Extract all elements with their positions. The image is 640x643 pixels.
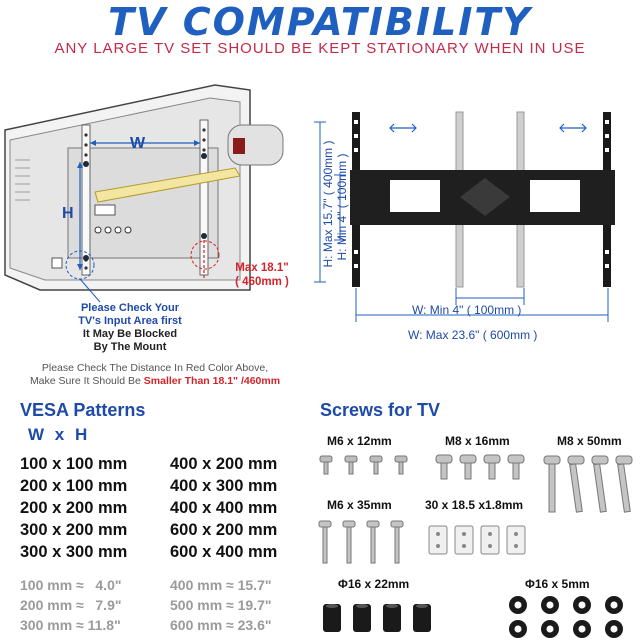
conversion-cell: 500 mm ≈ 19.7": [170, 597, 272, 613]
page-title: TV COMPATIBILITY: [108, 0, 532, 44]
screw-label-m8x50: M8 x 50mm: [557, 434, 622, 448]
vesa-cell: 300 x 300 mm: [20, 543, 128, 561]
max-distance-label: Max 18.1": [235, 262, 289, 274]
input-note-line1: Please Check Your: [80, 302, 180, 314]
w-label: W: [130, 135, 146, 152]
vesa-heading: VESA Patterns: [20, 400, 146, 420]
conversion-cell: 400 mm ≈ 15.7": [170, 577, 272, 593]
input-note-line2: TV's Input Area first: [78, 315, 182, 327]
warning-line2: [0, 375, 310, 388]
page-subtitle: ANY LARGE TV SET SHOULD BE KEPT STATIONARY WHEN IN USE: [54, 40, 586, 57]
m6x35-screws-icon: [315, 518, 415, 568]
vesa-cell: 300 x 200 mm: [20, 521, 128, 539]
h-min-label: H: Min 4" ( 100mm ): [335, 153, 349, 261]
conversion-cell: 100 mm ≈ 4.0": [20, 577, 122, 593]
warning-line1: Please Check The Distance In Red Color Above,: [41, 362, 269, 374]
vesa-cell: 200 x 100 mm: [20, 477, 128, 495]
input-note-line3: It May Be Blocked: [82, 328, 178, 340]
spacer-icon: [315, 598, 445, 638]
screw-label-m6x35: M6 x 35mm: [327, 498, 392, 512]
vesa-cell: 400 x 400 mm: [170, 499, 278, 517]
vesa-cell: 600 x 400 mm: [170, 543, 278, 561]
vesa-wxh: W x H: [28, 425, 88, 444]
w-max-label: W: Max 23.6" ( 600mm ): [408, 328, 538, 342]
m6x12-screws-icon: [315, 452, 415, 482]
conversion-cell: 200 mm ≈ 7.9": [20, 597, 122, 613]
screw-label-m8x16: M8 x 16mm: [445, 434, 510, 448]
warning-line2-prefix: Make Sure It Should Be: [29, 375, 144, 387]
warning-line2-red: Smaller Than 18.1" /460mm: [143, 375, 281, 387]
m8x50-screws-icon: [540, 452, 640, 517]
max-distance-mm: ( 460mm ): [235, 276, 289, 288]
screw-label-m6x12: M6 x 12mm: [327, 434, 392, 448]
conversion-cell: 600 mm ≈ 23.6": [170, 617, 272, 633]
vesa-cell: 600 x 200 mm: [170, 521, 278, 539]
washer-plate-icon: [425, 522, 535, 562]
screws-heading: Screws for TV: [320, 400, 441, 420]
vesa-cell: 200 x 200 mm: [20, 499, 128, 517]
distance-warning: [0, 362, 310, 388]
vesa-cell: 100 x 100 mm: [20, 455, 128, 473]
screw-label-ring-washer: Φ16 x 5mm: [525, 577, 590, 591]
screw-label-washer-plate: 30 x 18.5 x1.8mm: [425, 498, 524, 512]
tv-back-diagram: [0, 80, 300, 390]
vesa-cell: 400 x 200 mm: [170, 455, 278, 473]
mount-front-diagram: [290, 100, 640, 350]
screw-label-spacer: Φ16 x 22mm: [338, 577, 410, 591]
input-note-line4: By The Mount: [93, 341, 167, 353]
vesa-cell: 400 x 300 mm: [170, 477, 278, 495]
ring-washer-icon: [500, 593, 640, 643]
h-label: H: [62, 205, 74, 222]
m8x16-screws-icon: [432, 452, 532, 484]
h-max-label: H: Max 15.7" ( 400mm ): [321, 140, 335, 268]
conversion-cell: 300 mm ≈ 11.8": [20, 617, 121, 633]
w-min-label: W: Min 4" ( 100mm ): [412, 303, 522, 317]
